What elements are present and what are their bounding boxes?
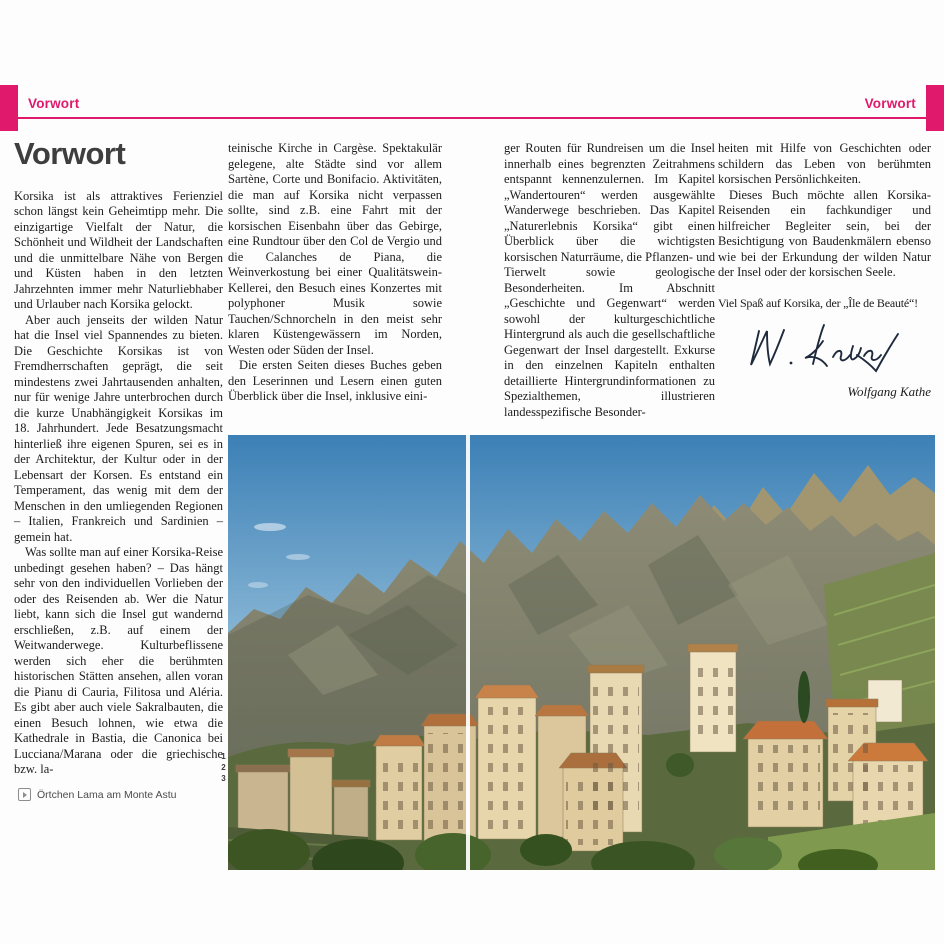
page-title: Vorwort	[14, 136, 126, 171]
running-header-right: Vorwort	[864, 96, 916, 111]
village-photo	[228, 435, 935, 870]
paragraph: Was sollte man auf einer Korsika-Reise unbedingt gesehen haben? – Das hängt sehr von den individuellen Vorlieben der oder des Reisenden ab. Wer die Natur liebt, kann sich die Insel gut wandernd erschließen, z.B. auf einem der Weitwanderwege. Kulturbeflissene werden sich eher die berühmten historischen Stätten ansehen, allen voran die Pianu di Cauria, Filitosa und Aléria. Es gibt aber auch viele Sakralbauten, die einen Besuch lohnen, wie etwa die Kathedrale in Bastia, die Canonica bei Lucciana/Marana oder die griechische bzw. la-	[14, 545, 223, 777]
photo-caption-text: Örtchen Lama am Monte Astu	[37, 788, 177, 801]
text-column-3	[504, 141, 715, 420]
photo-caption	[18, 788, 176, 801]
lama-village-illustration	[228, 435, 935, 870]
closing-line: Viel Spaß auf Korsika, der „Île de Beauté“!	[718, 295, 918, 310]
author-name: Wolfgang Kathe	[847, 383, 931, 399]
header-rule	[0, 117, 944, 119]
paragraph: teinische Kirche in Cargèse. Spektakulär gelegene, alte Städte sind vor allem Sartène, Corte und Bonifacio. Aktivitäten, die man auf Korsika nicht verpassen sollte, sind z.B. eine Fahrt mit der korsischen Eisenbahn über das Gebirge, eine Rundtour über den Col de Vergio und die Calanches de Piana, die Weinverkostung bei einer Qualitätswein-Kellerei, den Besuch eines Konzertes mit polyphoner Musik sowie Tauchen/Schnorcheln in den meist sehr klaren Küstengewässern im Norden, Westen oder Süden der Insel.	[228, 141, 442, 357]
chapter-tab-left	[0, 85, 18, 131]
paragraph: Aber auch jenseits der wilden Natur hat die Insel viel Spannendes zu bieten. Die Geschichte Korsikas ist von Fremdherrschaften geprägt, die seit mindestens zwei Jahrtausenden anhalten, nur für wenige Jahre unterbrochen durch die kurze Unabhängigkeit Korsikas im 18. Jahrhundert. Jede Besatzungsmacht hinterließ ihre eigenen Spuren, sei es in der Architektur, der Kultur oder in der Lebensart der Korsen. Es entstand ein Temperament, das wenig mit dem der Menschen in den umliegenden Regionen – Italien, Frankreich und Sardinien – gemein hat.	[14, 312, 223, 544]
paragraph: Dieses Buch möchte allen Korsika-Reisenden ein fachkundiger und hilfreicher Begleiter sein, bei der Besichtigung von Baudenkmälern ebenso wie bei der Erkundung der wilden Natur der Insel oder der korsischen Seele.	[718, 187, 931, 279]
photo-page-number: 123	[219, 752, 228, 785]
paragraph: Die ersten Seiten dieses Buches geben den Leserinnen und Lesern einen guten Überblick über die Insel, inklusive eini-	[228, 358, 442, 403]
text-column-1	[14, 138, 223, 778]
photo-ref-icon	[18, 788, 31, 801]
author-signature	[718, 319, 931, 382]
text-column-4	[718, 141, 931, 399]
signature-icon	[745, 319, 905, 377]
paragraph: ger Routen für Rundreisen um die Insel innerhalb eines begrenzten Zeitrahmens entspannt kennenzulernen. Im Kapitel „Wandertouren“ werden ausgewählte Wanderwege beschrieben. Das Kapitel „Naturerlebnis Korsika“ gibt einen Überblick über die wichtigsten korsischen Naturräume, die Pflanzen- und Tierwelt sowie geologische Besonderheiten. Im Abschnitt „Geschichte und Gegenwart“ werden sowohl der kulturgeschichtliche Hintergrund als auch die gesellschaftliche Gegenwart der Insel dargestellt. Exkurse in den einzelnen Kapiteln enthalten detaillierte Hintergrundinformationen zu Spezialthemen, illustrieren landesspezifische Besonder-	[504, 141, 715, 419]
paragraph: heiten mit Hilfe von Geschichten oder schildern das Leben von berühmten korsischen Persönlichkeiten.	[718, 141, 931, 186]
running-header-left: Vorwort	[28, 96, 80, 111]
paragraph: Korsika ist als attraktives Ferienziel schon längst kein Geheimtipp mehr. Die einzigartige Vielfalt der Natur, die Schönheit und Wildheit der Landschaften und die unmittelbare Nähe von Bergen und Küsten haben in den letzten Jahrzehnten immer mehr Naturliebhaber und Urlauber nach Korsika gelockt.	[14, 188, 223, 312]
chapter-tab-right	[926, 85, 944, 131]
text-column-2	[228, 141, 442, 405]
